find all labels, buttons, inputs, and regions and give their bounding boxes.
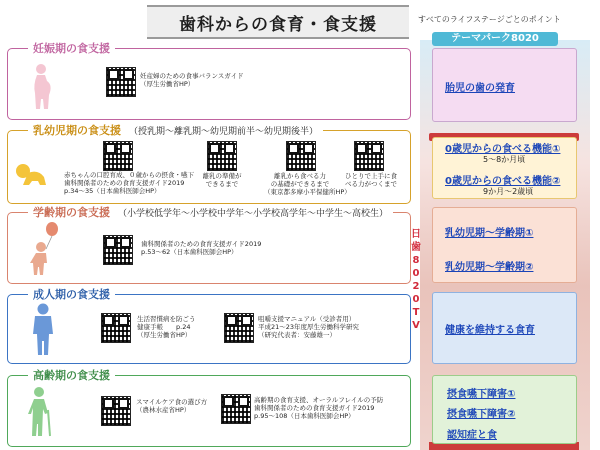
resource-line: ひとりで上手に食	[345, 172, 397, 180]
resource-line: 歯科関係者のための食育支援ガイド2019	[141, 240, 262, 248]
resource-text	[140, 72, 244, 88]
section-title	[28, 204, 393, 220]
resource-line: 離乳の準備が	[202, 172, 242, 180]
theme-park-tab[interactable]: テーマパーク8020	[432, 32, 558, 46]
vertical-tv-label	[410, 228, 422, 332]
eating-function-2-age: 9か月～2歳頃	[483, 187, 534, 196]
resource-line: 歯科関係者のための食育支援ガイド2019	[254, 404, 375, 412]
qr-code[interactable]	[101, 396, 131, 426]
resource-line: （厚生労働省HP）	[137, 331, 192, 339]
qr-code[interactable]	[103, 235, 133, 265]
dysphagia-box	[432, 375, 577, 444]
school-age-box	[432, 207, 577, 283]
link-health-diet[interactable]: 健康を維持する食育	[445, 325, 535, 336]
resource-line: （研究代表者：安藤雄一）	[258, 331, 336, 339]
section-title: 成人期の食支援	[28, 286, 115, 302]
resource-line: （農林水産省HP）	[136, 406, 191, 414]
resource-line: （東京都多摩小平保健所HP）	[264, 188, 351, 196]
qr-code[interactable]	[224, 313, 254, 343]
elderly-person-icon	[26, 386, 56, 438]
qr-code[interactable]	[221, 394, 251, 424]
qr-code[interactable]	[207, 141, 237, 171]
resource-line: べる力がつくまで	[345, 180, 397, 188]
section-title-text: 学齢期の食支援	[33, 206, 110, 219]
qr-code[interactable]	[106, 67, 136, 97]
qr-code[interactable]	[101, 313, 131, 343]
eating-function-box	[432, 137, 577, 199]
pregnant-woman-icon	[28, 63, 54, 111]
fetal-teeth-box	[432, 48, 577, 122]
qr-code[interactable]	[103, 141, 133, 171]
resource-line: p.53～62（日本歯科医師会HP）	[141, 248, 238, 256]
section-elderly	[7, 369, 411, 447]
link-dysphagia-1[interactable]: 摂食嚥下障害①	[447, 389, 516, 400]
baby-icon	[14, 159, 48, 189]
section-school	[7, 206, 411, 284]
section-title: 高齢期の食支援	[28, 367, 115, 383]
resource-line: 健康手帳 p.24	[137, 323, 191, 331]
resource-text	[264, 172, 351, 196]
resource-line: 赤ちゃんの口腔育成、０歳からの摂食・嚥下	[64, 171, 194, 179]
health-diet-box	[432, 292, 577, 364]
page-title: 歯科からの食育・食支援	[179, 15, 377, 35]
link-eating-function-2[interactable]: 0歳児からの食べる機能②	[445, 176, 561, 187]
link-dysphagia-2[interactable]: 摂食嚥下障害②	[447, 409, 516, 420]
resource-text	[137, 315, 196, 339]
section-subtitle: （授乳期～離乳期～幼児期前半～幼児期後半）	[129, 127, 319, 137]
resource-line: p.95～108（日本歯科医師会HP）	[254, 412, 355, 420]
link-fetal-teeth[interactable]: 胎児の歯の発育	[445, 83, 515, 94]
page-title-bar	[147, 5, 409, 39]
section-title-text: 乳幼児期の食支援	[33, 124, 121, 137]
resource-text	[345, 172, 395, 188]
resource-line: の基礎ができるまで	[270, 180, 330, 188]
resource-line: p.34～35（日本歯科医師会HP）	[64, 187, 161, 195]
section-subtitle: （小学校低学年～小学校中学年～小学校高学年～中学生～高校生）	[118, 209, 389, 219]
resource-text	[258, 315, 359, 339]
section-title: 妊娠期の食支援	[28, 40, 115, 56]
eating-function-1-age: 5～8か月頃	[483, 155, 526, 164]
resource-line: 高齢期の食育支援、オーラルフレイルの予防	[254, 396, 384, 404]
resource-line: できるまで	[205, 180, 239, 188]
resource-line: スマイルケア食の選び方	[136, 398, 208, 406]
resource-text	[141, 240, 261, 256]
child-with-balloon-icon	[30, 221, 60, 277]
resource-line: （厚生労働省HP）	[140, 80, 195, 88]
link-infant-school-1[interactable]: 乳幼児期～学齢期①	[445, 228, 534, 239]
qr-code[interactable]	[354, 141, 384, 171]
page-subtitle: すべてのライフステージごとのポイント	[418, 15, 561, 24]
link-infant-school-2[interactable]: 乳幼児期～学齢期②	[445, 262, 534, 273]
section-infant	[7, 124, 411, 204]
section-adult	[7, 288, 411, 364]
section-title	[28, 122, 323, 138]
link-eating-function-1[interactable]: 0歳児からの食べる機能①	[445, 144, 561, 155]
vertical-tv-label-text: 日歯8020TV	[411, 229, 421, 331]
resource-line: 平成21～23年度厚生労働科学研究	[258, 323, 360, 331]
adult-person-icon	[32, 303, 54, 357]
resource-text	[64, 171, 194, 195]
resource-text	[200, 172, 244, 188]
link-dementia[interactable]: 認知症と食	[447, 430, 497, 441]
qr-code[interactable]	[286, 141, 316, 171]
resource-text	[254, 396, 383, 420]
resource-line: 生活習慣病を防ごう	[137, 315, 196, 323]
resource-text	[136, 398, 207, 414]
resource-line: 妊産婦のための食事バランスガイド	[140, 72, 244, 80]
resource-line: 離乳から食べる力	[274, 172, 326, 180]
section-pregnancy	[7, 42, 411, 120]
resource-line: 咀嚼支援マニュアル（受診者用）	[258, 315, 356, 323]
resource-line: 歯科関係者のための食育支援ガイド2019	[64, 179, 185, 187]
